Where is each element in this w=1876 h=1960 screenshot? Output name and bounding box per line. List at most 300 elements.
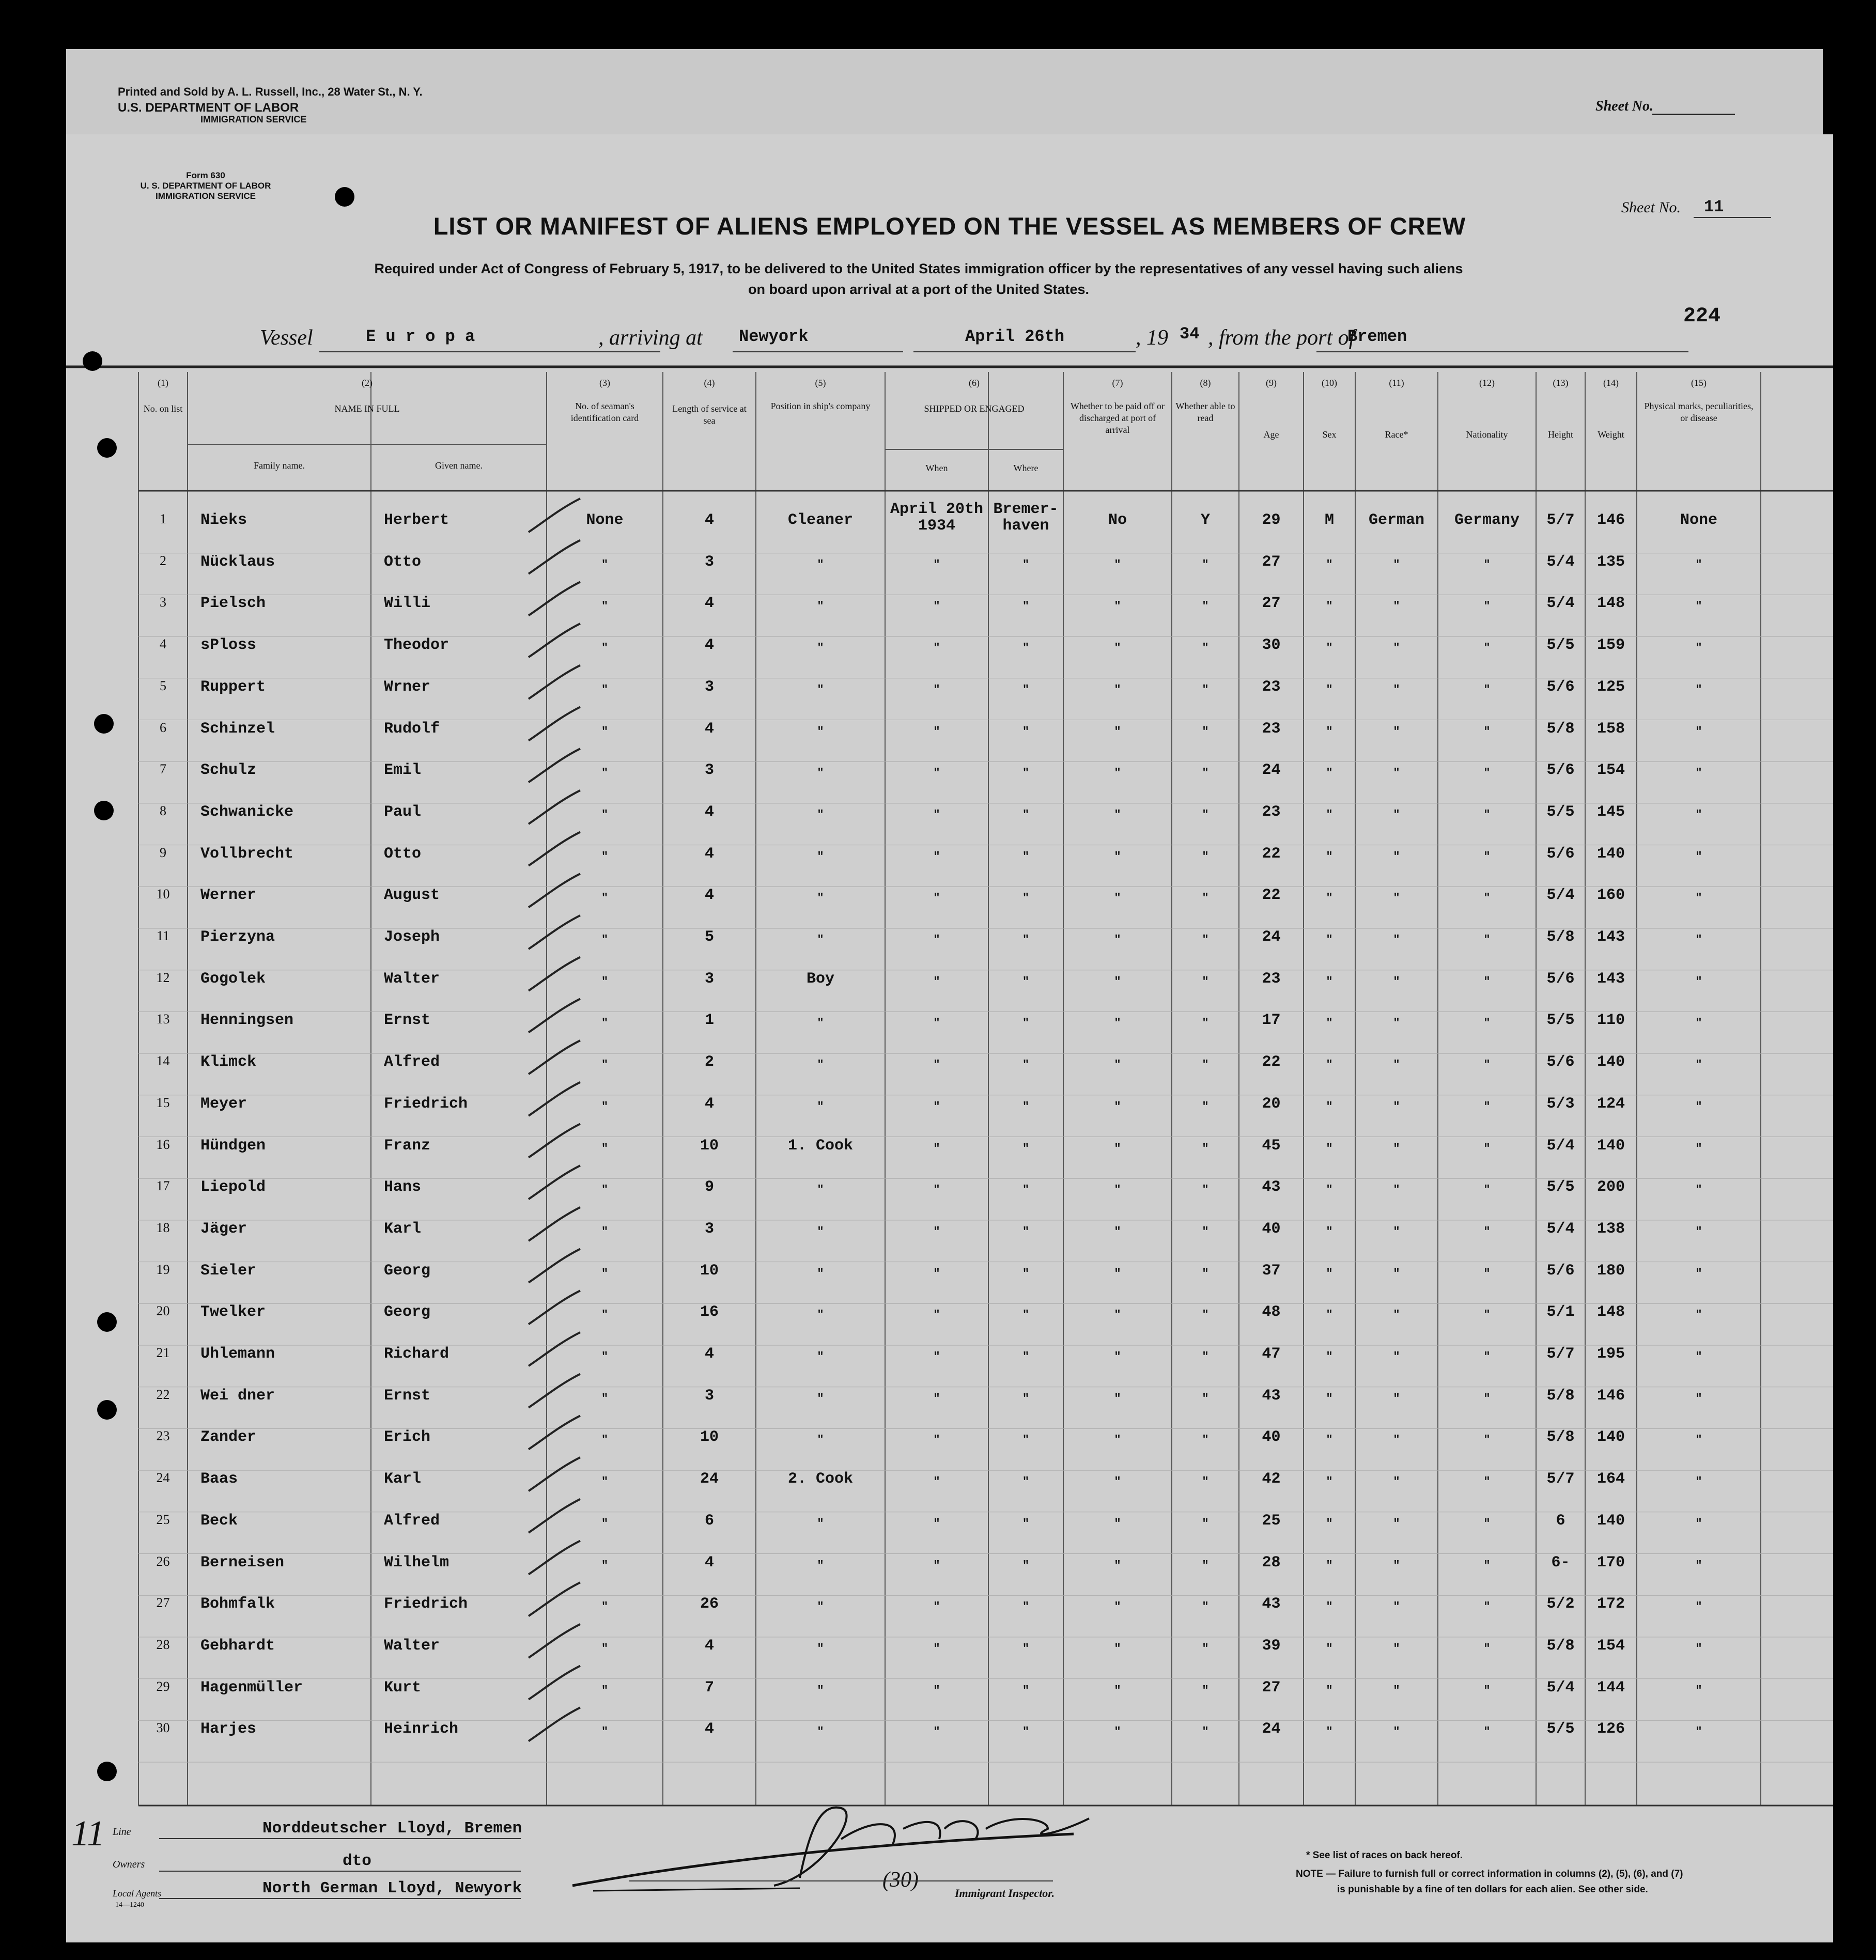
line-underline xyxy=(159,1838,521,1839)
race: " xyxy=(1393,1475,1400,1489)
service-length: 4 xyxy=(704,511,714,529)
height: 5/6 xyxy=(1546,970,1575,988)
id-card: " xyxy=(601,850,609,863)
shipped-when: " xyxy=(933,1434,940,1447)
ship-position: " xyxy=(817,1100,824,1113)
age: 39 xyxy=(1262,1637,1281,1655)
id-card: " xyxy=(601,725,609,738)
race: " xyxy=(1393,1267,1400,1280)
id-card: " xyxy=(601,683,609,696)
shipped-where: " xyxy=(1022,1184,1030,1197)
printer-line: Printed and Sold by A. L. Russell, Inc., 28 Water St., N. Y. xyxy=(118,85,423,98)
race: " xyxy=(1393,1684,1400,1697)
column-number: (3) xyxy=(599,378,610,388)
height: 5/6 xyxy=(1546,678,1575,696)
column-header: Nationality xyxy=(1466,429,1508,440)
nationality: " xyxy=(1483,683,1491,696)
physical-marks: " xyxy=(1695,1059,1702,1072)
given-name: Rudolf xyxy=(384,720,440,738)
shipped-where: " xyxy=(1022,934,1030,946)
races-note: * See list of races on back hereof. xyxy=(1306,1850,1463,1861)
shipped-when: " xyxy=(933,934,940,946)
row-number: 22 xyxy=(156,1387,170,1402)
subtitle-line-2: on board upon arrival at a port of the United States. xyxy=(748,282,1090,297)
ship-position: " xyxy=(817,642,824,655)
sex: " xyxy=(1326,642,1333,655)
row-number: 4 xyxy=(160,636,166,652)
shipped-where: " xyxy=(1022,1642,1030,1655)
sex: " xyxy=(1326,1142,1333,1155)
year-prefix: , 19 xyxy=(1136,326,1168,350)
subheader-where: Where xyxy=(1013,463,1038,473)
total-count: (30) xyxy=(882,1868,919,1892)
age: 43 xyxy=(1262,1178,1281,1196)
physical-marks: " xyxy=(1695,1392,1702,1405)
vessel-name: E u r o p a xyxy=(366,327,475,346)
column-number: (12) xyxy=(1479,378,1495,388)
nationality: " xyxy=(1483,1475,1491,1489)
column-number: (13) xyxy=(1553,378,1569,388)
service-length: 3 xyxy=(704,1220,714,1238)
given-name: Friedrich xyxy=(384,1095,468,1113)
service-length: 3 xyxy=(704,970,714,988)
owners-value: dto xyxy=(343,1852,371,1870)
nationality: " xyxy=(1483,1059,1491,1072)
shipped-when: " xyxy=(933,683,940,696)
sex: " xyxy=(1326,558,1333,571)
able-to-read: Y xyxy=(1200,511,1210,529)
given-name: Wilhelm xyxy=(384,1553,449,1572)
shipped-when: " xyxy=(933,1267,940,1280)
paid-off: " xyxy=(1114,975,1121,988)
nationality: " xyxy=(1483,1642,1491,1655)
sex: " xyxy=(1326,725,1333,738)
paid-off: " xyxy=(1114,1725,1121,1739)
physical-marks: " xyxy=(1695,1725,1702,1739)
paid-off: " xyxy=(1114,1684,1121,1697)
family-name: Schwanicke xyxy=(200,803,294,821)
column-number: (4) xyxy=(704,378,715,388)
paid-off: " xyxy=(1114,934,1121,946)
nationality: " xyxy=(1483,1392,1491,1405)
row-number: 20 xyxy=(156,1303,170,1319)
height: 5/1 xyxy=(1546,1303,1575,1321)
family-name: Meyer xyxy=(200,1095,247,1113)
weight: 164 xyxy=(1596,1470,1625,1488)
height: 5/6 xyxy=(1546,1262,1575,1280)
service-length: 4 xyxy=(704,886,714,905)
able-to-read: " xyxy=(1202,1517,1209,1530)
height: 5/6 xyxy=(1546,1053,1575,1071)
nationality: " xyxy=(1483,892,1491,905)
id-card: " xyxy=(601,1142,609,1155)
given-name: Herbert xyxy=(384,511,449,529)
able-to-read: " xyxy=(1202,1267,1209,1280)
race: " xyxy=(1393,1392,1400,1405)
agents-label: Local Agents xyxy=(113,1888,162,1899)
back-sheet-line xyxy=(1652,114,1735,115)
weight: 135 xyxy=(1596,553,1625,571)
nationality: " xyxy=(1483,767,1491,780)
paid-off: " xyxy=(1114,600,1121,613)
able-to-read: " xyxy=(1202,1225,1209,1238)
height: 5/6 xyxy=(1546,845,1575,863)
height: 5/4 xyxy=(1546,1220,1575,1238)
ship-position: Cleaner xyxy=(787,511,854,529)
id-card: " xyxy=(601,767,609,780)
race: " xyxy=(1393,808,1400,821)
shipped-when: " xyxy=(933,850,940,863)
paid-off: " xyxy=(1114,642,1121,655)
able-to-read: " xyxy=(1202,1559,1209,1572)
shipped-where: " xyxy=(1022,1267,1030,1280)
physical-marks: " xyxy=(1695,767,1702,780)
able-to-read: " xyxy=(1202,683,1209,696)
sex: " xyxy=(1326,767,1333,780)
id-card: " xyxy=(601,1225,609,1238)
age: 37 xyxy=(1262,1262,1281,1280)
age: 42 xyxy=(1262,1470,1281,1488)
sex: " xyxy=(1326,892,1333,905)
physical-marks: " xyxy=(1695,934,1702,946)
able-to-read: " xyxy=(1202,1059,1209,1072)
shipped-where: " xyxy=(1022,850,1030,863)
nationality: " xyxy=(1483,1517,1491,1530)
race: " xyxy=(1393,975,1400,988)
paid-off: " xyxy=(1114,1392,1121,1405)
column-number: (11) xyxy=(1389,378,1404,388)
id-card: " xyxy=(601,1559,609,1572)
weight: 138 xyxy=(1596,1220,1625,1238)
race: " xyxy=(1393,1309,1400,1322)
ship-position: " xyxy=(817,934,824,946)
given-name: Kurt xyxy=(384,1678,422,1697)
able-to-read: " xyxy=(1202,892,1209,905)
family-name: Zander xyxy=(200,1428,257,1446)
shipped-when: " xyxy=(933,1142,940,1155)
row-number: 28 xyxy=(156,1637,170,1652)
row-number: 21 xyxy=(156,1345,170,1360)
nationality: " xyxy=(1483,1225,1491,1238)
row-number: 26 xyxy=(156,1553,170,1569)
family-name: Nücklaus xyxy=(200,553,275,571)
nationality: " xyxy=(1483,558,1491,571)
race: German xyxy=(1368,511,1425,529)
height: 5/4 xyxy=(1546,595,1575,613)
service-length: 4 xyxy=(704,1345,714,1363)
physical-marks: " xyxy=(1695,1350,1702,1363)
service-length: 4 xyxy=(704,1553,714,1572)
arrival-date: April 26th xyxy=(965,327,1065,346)
sex: M xyxy=(1324,511,1334,529)
age: 27 xyxy=(1262,595,1281,613)
paid-off: " xyxy=(1114,683,1121,696)
given-name: Georg xyxy=(384,1303,431,1321)
able-to-read: " xyxy=(1202,1142,1209,1155)
sex: " xyxy=(1326,1225,1333,1238)
column-header: No. of seaman's identification card xyxy=(570,401,639,423)
age: 30 xyxy=(1262,636,1281,655)
paid-off: " xyxy=(1114,1600,1121,1614)
shipped-where: " xyxy=(1022,1434,1030,1447)
shipped-where: " xyxy=(1022,642,1030,655)
height: 5/7 xyxy=(1546,1470,1575,1488)
nationality: " xyxy=(1483,1350,1491,1363)
paid-off: " xyxy=(1114,1642,1121,1655)
race: " xyxy=(1393,642,1400,655)
sex: " xyxy=(1326,1725,1333,1739)
ship-position: " xyxy=(817,1434,824,1447)
race: " xyxy=(1393,1100,1400,1113)
shipped-when: " xyxy=(933,1559,940,1572)
service-length: 4 xyxy=(704,636,714,655)
height: 5/7 xyxy=(1546,511,1575,529)
id-card: " xyxy=(601,1600,609,1614)
nationality: " xyxy=(1483,850,1491,863)
ship-position: " xyxy=(817,1267,824,1280)
nationality: " xyxy=(1483,1434,1491,1447)
row-number: 30 xyxy=(156,1720,170,1736)
family-name: Pielsch xyxy=(200,595,266,613)
ship-position: " xyxy=(817,1684,824,1697)
column-header: Position in ship's company xyxy=(770,401,871,411)
shipped-where: " xyxy=(1022,1684,1030,1697)
paid-off: " xyxy=(1114,558,1121,571)
weight: 159 xyxy=(1596,636,1625,655)
ship-position: " xyxy=(817,1725,824,1739)
family-name: Baas xyxy=(200,1470,238,1488)
column-header: Height xyxy=(1548,429,1573,440)
given-name: Walter xyxy=(384,970,440,988)
service-length: 6 xyxy=(704,1512,714,1530)
given-name: Theodor xyxy=(384,636,449,655)
sex: " xyxy=(1326,1517,1333,1530)
form-service: IMMIGRATION SERVICE xyxy=(156,191,256,201)
nationality: " xyxy=(1483,1142,1491,1155)
shipped-where: " xyxy=(1022,1309,1030,1322)
ship-position: " xyxy=(817,1559,824,1572)
shipped-when: " xyxy=(933,1309,940,1322)
service-length: 4 xyxy=(704,1095,714,1113)
service-length: 1 xyxy=(704,1012,714,1030)
weight: 125 xyxy=(1596,678,1625,696)
weight: 154 xyxy=(1596,761,1625,780)
given-name: Richard xyxy=(384,1345,449,1363)
shipped-where: " xyxy=(1022,725,1030,738)
shipped-when: " xyxy=(933,1475,940,1489)
service-length: 3 xyxy=(704,1387,714,1405)
id-card: " xyxy=(601,1017,609,1030)
physical-marks: " xyxy=(1695,892,1702,905)
paid-off: " xyxy=(1114,1434,1121,1447)
age: 24 xyxy=(1262,1720,1281,1738)
physical-marks: " xyxy=(1695,558,1702,571)
family-name: Sieler xyxy=(200,1262,257,1280)
id-card: " xyxy=(601,1434,609,1447)
weight: 143 xyxy=(1596,928,1625,946)
physical-marks: " xyxy=(1695,1184,1702,1197)
age: 17 xyxy=(1262,1012,1281,1030)
id-card: " xyxy=(601,1392,609,1405)
given-name: Willi xyxy=(384,595,431,613)
race: " xyxy=(1393,683,1400,696)
shipped-where: " xyxy=(1022,1392,1030,1405)
weight: 140 xyxy=(1596,1428,1625,1446)
service-length: 10 xyxy=(700,1428,719,1446)
height: 5/4 xyxy=(1546,886,1575,905)
service-length: 4 xyxy=(704,720,714,738)
row-number: 16 xyxy=(156,1137,170,1152)
shipped-when: " xyxy=(933,1600,940,1614)
ship-position: " xyxy=(817,1642,824,1655)
ship-position: " xyxy=(817,850,824,863)
given-name: Ernst xyxy=(384,1012,431,1030)
penalty-note-1: NOTE — Failure to furnish full or correct information in columns (2), (5), (6), and (7) xyxy=(1296,1869,1683,1879)
race: " xyxy=(1393,1600,1400,1614)
column-number: (7) xyxy=(1112,378,1123,388)
race: " xyxy=(1393,934,1400,946)
column-header: Sex xyxy=(1322,429,1337,440)
row-number: 9 xyxy=(160,845,166,860)
form-code: 14—1240 xyxy=(115,1901,144,1909)
age: 45 xyxy=(1262,1137,1281,1155)
shipped-where: " xyxy=(1022,1225,1030,1238)
able-to-read: " xyxy=(1202,725,1209,738)
physical-marks: " xyxy=(1695,1267,1702,1280)
given-name: Friedrich xyxy=(384,1595,468,1613)
id-card: " xyxy=(601,1684,609,1697)
height: 5/5 xyxy=(1546,636,1575,655)
binder-hole xyxy=(97,1400,117,1420)
shipped-where: " xyxy=(1022,1517,1030,1530)
family-name: Hagenmüller xyxy=(200,1678,303,1697)
family-name: sPloss xyxy=(200,636,257,655)
height: 5/8 xyxy=(1546,1387,1575,1405)
sex: " xyxy=(1326,1475,1333,1489)
physical-marks: " xyxy=(1695,642,1702,655)
able-to-read: " xyxy=(1202,1434,1209,1447)
height: 5/8 xyxy=(1546,928,1575,946)
given-name: Ernst xyxy=(384,1387,431,1405)
shipped-where: " xyxy=(1022,683,1030,696)
weight: 124 xyxy=(1596,1095,1625,1113)
service-length: 7 xyxy=(704,1678,714,1697)
height: 5/8 xyxy=(1546,720,1575,738)
nationality: " xyxy=(1483,975,1491,988)
physical-marks: " xyxy=(1695,725,1702,738)
able-to-read: " xyxy=(1202,767,1209,780)
sheet-number-label: Sheet No. xyxy=(1621,199,1681,216)
race: " xyxy=(1393,767,1400,780)
age: 43 xyxy=(1262,1595,1281,1613)
departure-port: Bremen xyxy=(1347,327,1407,346)
height: 6 xyxy=(1556,1512,1565,1530)
weight: 148 xyxy=(1596,1303,1625,1321)
age: 24 xyxy=(1262,928,1281,946)
id-card: " xyxy=(601,1475,609,1489)
id-card: " xyxy=(601,558,609,571)
family-name: Nieks xyxy=(200,511,247,529)
sex: " xyxy=(1326,850,1333,863)
shipped-where: " xyxy=(1022,1017,1030,1030)
inspector-underline xyxy=(629,1880,1053,1881)
weight: 146 xyxy=(1596,511,1625,529)
paid-off: " xyxy=(1114,1475,1121,1489)
sex: " xyxy=(1326,1017,1333,1030)
id-card: " xyxy=(601,975,609,988)
able-to-read: " xyxy=(1202,1684,1209,1697)
physical-marks: " xyxy=(1695,1475,1702,1489)
column-header: SHIPPED OR ENGAGED xyxy=(924,403,1025,414)
binder-hole xyxy=(94,714,114,734)
service-length: 4 xyxy=(704,595,714,613)
ship-position: " xyxy=(817,1225,824,1238)
family-name: Klimck xyxy=(200,1053,257,1071)
height: 5/4 xyxy=(1546,553,1575,571)
column-number: (9) xyxy=(1266,378,1277,388)
weight: 140 xyxy=(1596,1512,1625,1530)
column-number: (15) xyxy=(1691,378,1707,388)
family-name: Twelker xyxy=(200,1303,266,1321)
subheader-family: Family name. xyxy=(254,460,305,471)
race: " xyxy=(1393,850,1400,863)
nationality: " xyxy=(1483,1017,1491,1030)
given-name: Wrner xyxy=(384,678,431,696)
race: " xyxy=(1393,725,1400,738)
agents-value: North German Lloyd, Newyork xyxy=(262,1879,522,1897)
row-number: 7 xyxy=(160,761,166,777)
owners-underline xyxy=(159,1871,521,1872)
shipped-where: " xyxy=(1022,767,1030,780)
nationality: " xyxy=(1483,934,1491,946)
sex: " xyxy=(1326,975,1333,988)
weight: 158 xyxy=(1596,720,1625,738)
paid-off: " xyxy=(1114,1059,1121,1072)
paid-off: " xyxy=(1114,1309,1121,1322)
given-name: Karl xyxy=(384,1470,422,1488)
age: 27 xyxy=(1262,553,1281,571)
column-header: Length of service at sea xyxy=(672,403,747,426)
race: " xyxy=(1393,600,1400,613)
height: 5/5 xyxy=(1546,1178,1575,1196)
ship-position: " xyxy=(817,808,824,821)
race: " xyxy=(1393,1142,1400,1155)
id-card: " xyxy=(601,1350,609,1363)
ship-position: " xyxy=(817,1392,824,1405)
given-name: Emil xyxy=(384,761,422,780)
shipped-when: April 20th 1934 xyxy=(890,501,984,535)
margin-note: 11 xyxy=(71,1814,105,1854)
age: 22 xyxy=(1262,1053,1281,1071)
shipped-when: " xyxy=(933,600,940,613)
able-to-read: " xyxy=(1202,1184,1209,1197)
column-header: Age xyxy=(1263,429,1279,440)
given-name: Erich xyxy=(384,1428,431,1446)
subtitle-line-1: Required under Act of Congress of February 5, 1917, to be delivered to the United States immigration officer by the representatives of any vessel having such aliens xyxy=(374,261,1463,276)
shipped-when: " xyxy=(933,642,940,655)
height: 5/4 xyxy=(1546,1137,1575,1155)
manifest-sheet xyxy=(66,134,1833,1942)
id-card: " xyxy=(601,1267,609,1280)
id-card: " xyxy=(601,1184,609,1197)
age: 22 xyxy=(1262,845,1281,863)
back-service: IMMIGRATION SERVICE xyxy=(200,114,307,125)
family-name: Harjes xyxy=(200,1720,257,1738)
height: 5/8 xyxy=(1546,1637,1575,1655)
paid-off: " xyxy=(1114,767,1121,780)
shipped-when: " xyxy=(933,767,940,780)
able-to-read: " xyxy=(1202,808,1209,821)
